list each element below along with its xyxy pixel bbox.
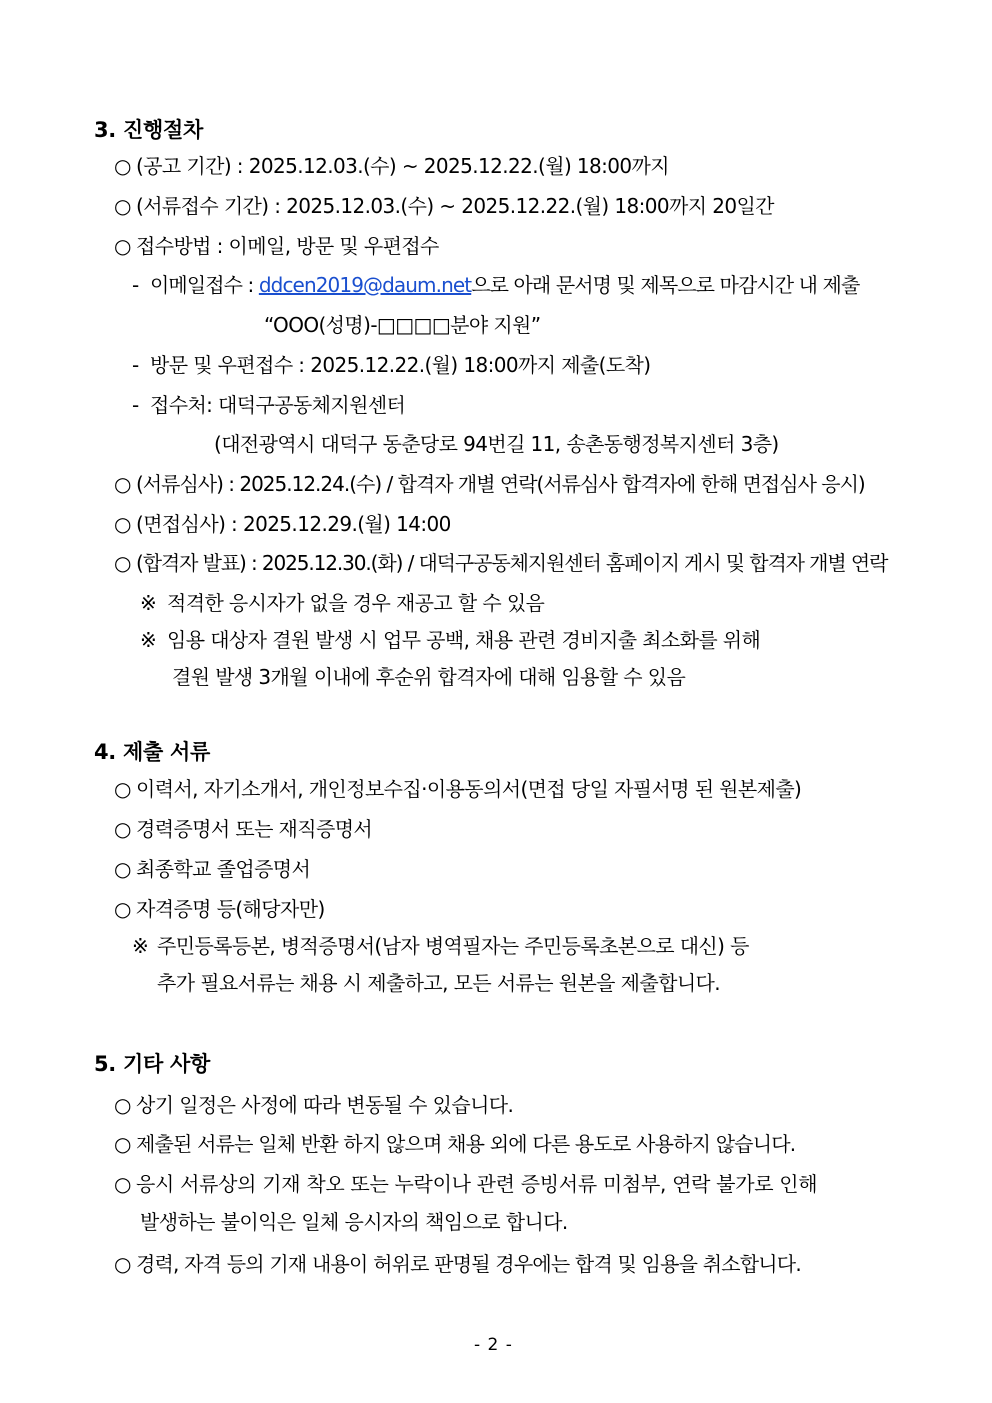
section-3-heading: 3. 진행절차 [94,118,203,142]
circle-bullet-icon: ○ [114,897,131,921]
list-item: ○ (서류접수 기간) : 2025.12.03.(수) ~ 2025.12.22.(월) 18:00까지 20일간 [114,194,774,218]
list-item: ○ (공고 기간) : 2025.12.03.(수) ~ 2025.12.22.(월) 18:00까지 [114,154,669,178]
list-item: ○ 상기 일정은 사정에 따라 변동될 수 있습니다. [114,1093,514,1117]
circle-bullet-icon: ○ [114,194,131,218]
reference-mark-icon: ※ [132,934,149,958]
list-item: - 방문 및 우편접수 : 2025.12.22.(월) 18:00까지 제출(도착) [132,353,651,377]
note-item: ※ 임용 대상자 결원 발생 시 업무 공백, 채용 관련 경비지출 최소화를 위해 [140,628,761,652]
page-number: - 2 - [474,1335,513,1355]
list-item: ○ 경력증명서 또는 재직증명서 [114,817,373,841]
list-item: ○ 자격증명 등(해당자만) [114,897,325,921]
list-item: ○ 응시 서류상의 기재 착오 또는 누락이나 관련 증빙서류 미첨부, 연락 불가로 인해 [114,1172,818,1196]
list-item: - 접수처: 대덕구공동체지원센터 [132,393,406,417]
circle-bullet-icon: ○ [114,551,131,575]
section-4-heading: 4. 제출 서류 [94,740,210,764]
list-item: ○ (서류심사) : 2025.12.24.(수) / 합격자 개별 연락(서류심사 합격자에 한해 면접심사 응시) [114,472,865,496]
note-item: ※ 적격한 응시자가 없을 경우 재공고 할 수 있음 [140,591,545,615]
list-item: ○ (합격자 발표) : 2025.12.30.(화) / 대덕구공동체지원센터 홈페이지 게시 및 합격자 개별 연락 [114,551,888,575]
list-item: ○ 제출된 서류는 일체 반환 하지 않으며 채용 외에 다른 용도로 사용하지 않습니다. [114,1132,796,1156]
list-item: ○ 최종학교 졸업증명서 [114,857,311,881]
section-5-heading: 5. 기타 사항 [94,1052,210,1076]
list-item: ○ (면접심사) : 2025.12.29.(월) 14:00 [114,512,451,536]
circle-bullet-icon: ○ [114,857,131,881]
note-continuation: 추가 필요서류는 채용 시 제출하고, 모든 서류는 원본을 제출합니다. [157,971,721,995]
note-item: ※ 주민등록등본, 병적증명서(남자 병역필자는 주민등록초본으로 대신) 등 [132,934,749,958]
circle-bullet-icon: ○ [114,1132,131,1156]
circle-bullet-icon: ○ [114,154,131,178]
list-item: ○ 경력, 자격 등의 기재 내용이 허위로 판명될 경우에는 합격 및 임용을 취소합니다. [114,1252,801,1276]
list-item-continuation: 발생하는 불이익은 일체 응시자의 책임으로 합니다. [140,1210,568,1234]
circle-bullet-icon: ○ [114,234,131,258]
list-item: - 이메일접수 : ddcen2019@daum.net으로 아래 문서명 및 제목으로 마감시간 내 제출 [132,273,860,297]
address-text: (대전광역시 대덕구 동춘당로 94번길 11, 송촌동행정복지센터 3층) [214,432,779,456]
circle-bullet-icon: ○ [114,512,131,536]
list-item: ○ 이력서, 자기소개서, 개인정보수집·이용동의서(면접 당일 자필서명 된 원본제출) [114,777,802,801]
reference-mark-icon: ※ [140,628,157,652]
circle-bullet-icon: ○ [114,472,131,496]
email-link[interactable]: ddcen2019@daum.net [258,273,472,297]
circle-bullet-icon: ○ [114,1172,132,1196]
circle-bullet-icon: ○ [114,1252,131,1276]
document-title-format: “OOO(성명)-□□□□분야 지원” [264,313,541,337]
reference-mark-icon: ※ [140,591,157,615]
dash-bullet-icon: - [132,273,139,297]
note-continuation: 결원 발생 3개월 이내에 후순위 합격자에 대해 임용할 수 있음 [172,665,686,689]
circle-bullet-icon: ○ [114,1093,131,1117]
list-item: ○ 접수방법 : 이메일, 방문 및 우편접수 [114,234,439,258]
dash-bullet-icon: - [132,393,139,417]
dash-bullet-icon: - [132,353,139,377]
circle-bullet-icon: ○ [114,777,131,801]
circle-bullet-icon: ○ [114,817,131,841]
